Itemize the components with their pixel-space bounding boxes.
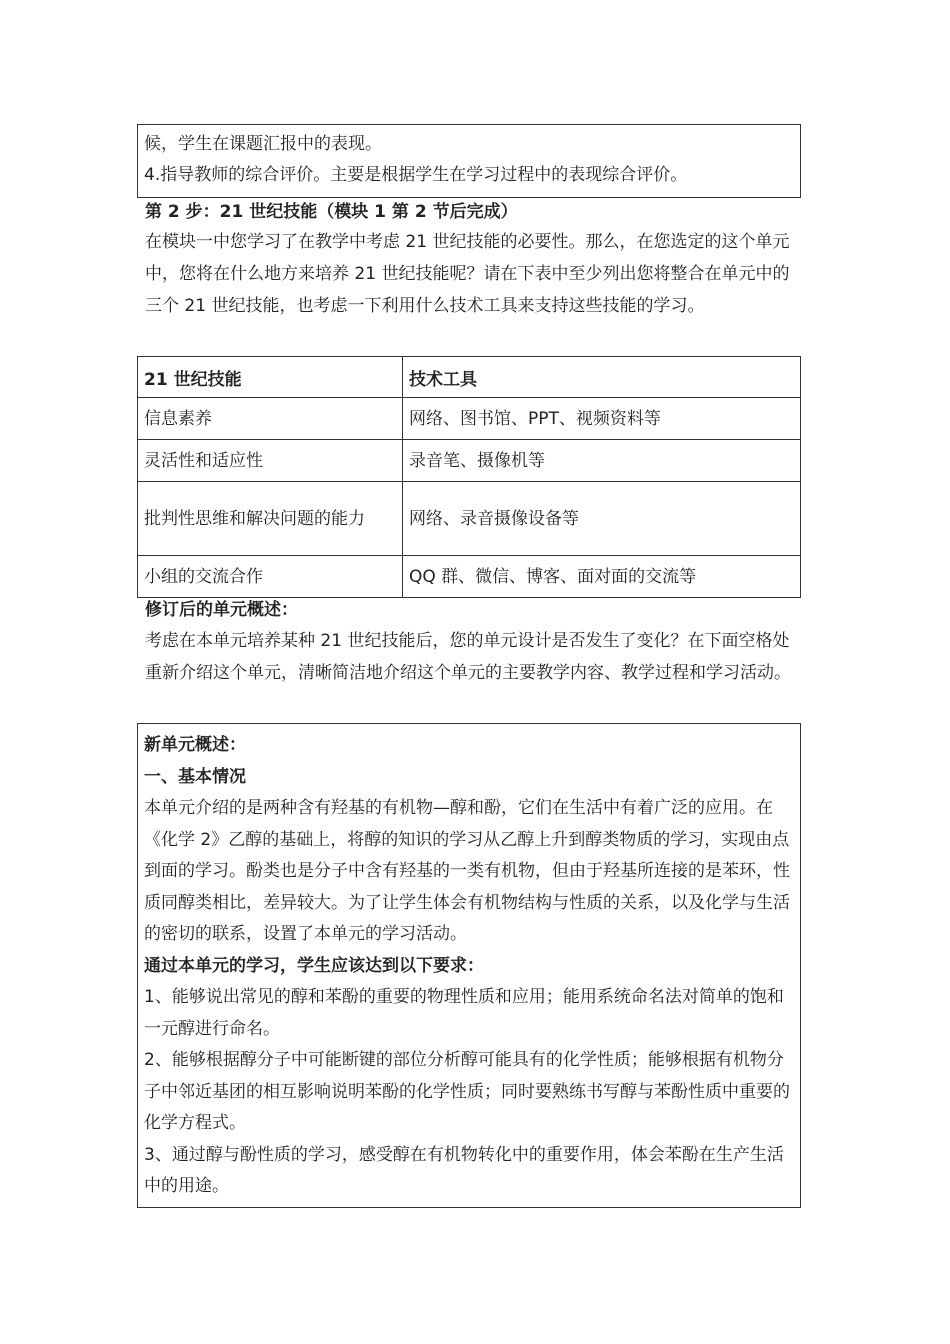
header-tool: 技术工具 bbox=[403, 357, 801, 398]
table-row bbox=[138, 556, 801, 598]
skills-table-header bbox=[138, 357, 801, 398]
skill-cell: 批判性思维和解决问题的能力 bbox=[138, 482, 403, 556]
new-overview-box bbox=[137, 723, 801, 1208]
requirements-title: 通过本单元的学习，学生应该达到以下要求： bbox=[144, 955, 484, 976]
step2-title-bold: 第 2 步：21 世纪技能 bbox=[145, 202, 318, 222]
table-row bbox=[138, 440, 801, 482]
skill-cell: 灵活性和适应性 bbox=[138, 440, 403, 482]
step2-title-rest: （模块 1 第 2 节后完成） bbox=[317, 202, 518, 222]
tool-cell: QQ 群、微信、博客、面对面的交流等 bbox=[403, 556, 801, 598]
tool-cell: 网络、图书馆、PPT、视频资料等 bbox=[403, 398, 801, 440]
skill-cell: 信息素养 bbox=[138, 398, 403, 440]
step2-intro: 在模块一中您学习了在教学中考虑 21 世纪技能的必要性。那么，在您选定的这个单元中，您将在什么地方来培养 21 世纪技能呢？请在下表中至少列出您将整合在单元中的三个 21 世纪技能，也考虑一下利用什么技术工具来支持这些技能的学习。 bbox=[145, 232, 790, 316]
requirement-1: 1、能够说出常见的醇和苯酚的重要的物理性质和应用；能用系统命名法对简单的饱和一元醇进行命名。 bbox=[144, 987, 784, 1039]
new-overview-heading: 新单元概述： bbox=[144, 735, 246, 755]
tool-cell: 网络、录音摄像设备等 bbox=[403, 482, 801, 556]
requirement-3: 3、通过醇与酚性质的学习，感受醇在有机物转化中的重要作用，体会苯酚在生产生活中的用途。 bbox=[144, 1144, 784, 1196]
overview-body: 本单元介绍的是两种含有羟基的有机物—醇和酚，它们在生活中有着广泛的应用。在《化学 2》乙醇的基础上，将醇的知识的学习从乙醇上升到醇类物质的学习，实现由点到面的学习。酚类也是分子中含有羟基的一类有机物，但由于羟基所连接的是苯环，性质同醇类相比，差异较大。为了让学生体会有机物结构与性质的关系，以及化学与生活的密切的联系，设置了本单元的学习活动。 bbox=[144, 798, 790, 944]
revised-title: 修订后的单元概述： bbox=[145, 600, 298, 620]
skill-cell: 小组的交流合作 bbox=[138, 556, 403, 598]
evaluation-box bbox=[137, 124, 801, 198]
requirement-2: 2、能够根据醇分子中可能断键的部位分析醇可能具有的化学性质；能够根据有机物分子中邻近基团的相互影响说明苯酚的化学性质；同时要熟练书写醇与苯酚性质中重要的化学方程式。 bbox=[144, 1050, 790, 1133]
tool-cell: 录音笔、摄像机等 bbox=[403, 440, 801, 482]
skills-table bbox=[137, 356, 801, 598]
evaluation-line-2: 4.指导教师的综合评价。主要是根据学生在学习过程中的表现综合评价。 bbox=[144, 165, 688, 185]
table-row bbox=[138, 398, 801, 440]
evaluation-line-1: 候，学生在课题汇报中的表现。 bbox=[144, 134, 382, 154]
step2-title bbox=[145, 199, 518, 225]
table-row bbox=[138, 482, 801, 556]
header-skill: 21 世纪技能 bbox=[138, 357, 403, 398]
revised-intro: 考虑在本单元培养某种 21 世纪技能后，您的单元设计是否发生了变化？在下面空格处重新介绍这个单元，清晰简洁地介绍这个单元的主要教学内容、教学过程和学习活动。 bbox=[145, 631, 791, 683]
section-basic-info: 一、基本情况 bbox=[144, 766, 246, 787]
